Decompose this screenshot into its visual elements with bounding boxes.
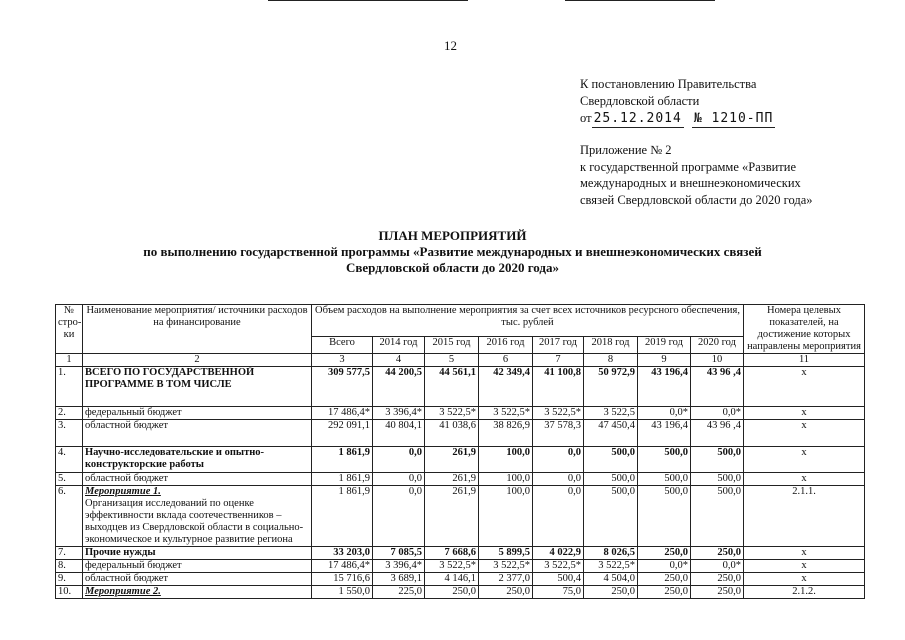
column-index: 5 bbox=[425, 354, 479, 367]
cell-2014: 0,0 bbox=[373, 473, 425, 486]
cell-target: 2.1.1. bbox=[744, 486, 865, 547]
row-name: областной бюджет bbox=[83, 573, 312, 586]
cell-2017: 75,0 bbox=[533, 586, 584, 599]
row-number: 10. bbox=[56, 586, 83, 599]
header-2019: 2019 год bbox=[638, 337, 691, 354]
title-line-1: ПЛАН МЕРОПРИЯТИЙ bbox=[378, 228, 527, 243]
cell-target: х bbox=[744, 473, 865, 486]
column-index: 1 bbox=[56, 354, 83, 367]
addressee-line-2: Свердловской области bbox=[580, 94, 700, 108]
row-number: 8. bbox=[56, 560, 83, 573]
top-border-right bbox=[565, 0, 715, 1]
cell-2020: 0,0* bbox=[691, 560, 744, 573]
header-targets: Номера целевых показателей, на достижение которых направлены мероприятия bbox=[744, 305, 865, 354]
cell-2019: 43 196,4 bbox=[638, 420, 691, 447]
cell-2020: 500,0 bbox=[691, 473, 744, 486]
cell-2018: 500,0 bbox=[584, 486, 638, 547]
cell-2016: 3 522,5* bbox=[479, 407, 533, 420]
cell-target: х bbox=[744, 573, 865, 586]
column-index: 3 bbox=[312, 354, 373, 367]
row-number: 6. bbox=[56, 486, 83, 547]
cell-total: 17 486,4* bbox=[312, 407, 373, 420]
column-index: 8 bbox=[584, 354, 638, 367]
cell-2019: 500,0 bbox=[638, 473, 691, 486]
title-line-3: Свердловской области до 2020 года» bbox=[345, 260, 559, 275]
row-number: 2. bbox=[56, 407, 83, 420]
page-number: 12 bbox=[444, 38, 457, 53]
table-row bbox=[56, 573, 865, 586]
row-name: областной бюджет bbox=[83, 473, 312, 486]
table-row bbox=[56, 586, 865, 599]
row-name: федеральный бюджет bbox=[83, 407, 312, 420]
cell-2017: 37 578,3 bbox=[533, 420, 584, 447]
cell-2018: 3 522,5 bbox=[584, 407, 638, 420]
column-index: 4 bbox=[373, 354, 425, 367]
cell-2017: 3 522,5* bbox=[533, 407, 584, 420]
appendix-line-2: к государственной программе «Развитие bbox=[580, 159, 796, 174]
cell-2017: 0,0 bbox=[533, 486, 584, 547]
cell-2020: 250,0 bbox=[691, 547, 744, 560]
appendix-line-1: Приложение № 2 bbox=[580, 143, 672, 157]
table-row bbox=[56, 447, 865, 473]
cell-total: 1 861,9 bbox=[312, 486, 373, 547]
column-index: 2 bbox=[83, 354, 312, 367]
cell-2019: 250,0 bbox=[638, 586, 691, 599]
cell-2014: 0,0 bbox=[373, 486, 425, 547]
cell-2020: 43 96 ,4 bbox=[691, 420, 744, 447]
row-number: 4. bbox=[56, 447, 83, 473]
cell-2020: 250,0 bbox=[691, 573, 744, 586]
row-name bbox=[83, 486, 312, 547]
header-2017: 2017 год bbox=[533, 337, 584, 354]
cell-2018: 3 522,5* bbox=[584, 560, 638, 573]
row-number: 5. bbox=[56, 473, 83, 486]
table-row bbox=[56, 486, 865, 547]
column-index: 11 bbox=[744, 354, 865, 367]
cell-2014: 225,0 bbox=[373, 586, 425, 599]
header-volume: Объем расходов на выполнение мероприятия за счет всех источников ресурсного обеспечения, тыс. рублей bbox=[312, 305, 744, 337]
cell-total: 15 716,6 bbox=[312, 573, 373, 586]
activity-description: Организация исследований по оценке эффективности вклада соотечественников – выходцев из Свердловской области в социально-экономическое и культурное развитие региона bbox=[85, 498, 304, 545]
cell-2020: 500,0 bbox=[691, 447, 744, 473]
header-2015: 2015 год bbox=[425, 337, 479, 354]
cell-2015: 250,0 bbox=[425, 586, 479, 599]
column-index: 10 bbox=[691, 354, 744, 367]
cell-total: 1 550,0 bbox=[312, 586, 373, 599]
cell-2019: 250,0 bbox=[638, 573, 691, 586]
cell-2019: 43 196,4 bbox=[638, 367, 691, 407]
cell-2016: 2 377,0 bbox=[479, 573, 533, 586]
table-row bbox=[56, 407, 865, 420]
decree-number: № 1210-ПП bbox=[693, 111, 774, 126]
row-name: Мероприятие 2. bbox=[83, 586, 312, 599]
cell-2016: 100,0 bbox=[479, 447, 533, 473]
row-name: ВСЕГО ПО ГОСУДАРСТВЕННОЙ ПРОГРАММЕ В ТОМ ЧИСЛЕ bbox=[83, 367, 312, 407]
cell-2018: 47 450,4 bbox=[584, 420, 638, 447]
row-name: федеральный бюджет bbox=[83, 560, 312, 573]
cell-total: 309 577,5 bbox=[312, 367, 373, 407]
row-number: 3. bbox=[56, 420, 83, 447]
cell-2015: 261,9 bbox=[425, 486, 479, 547]
row-name: Прочие нужды bbox=[83, 547, 312, 560]
row-number: 1. bbox=[56, 367, 83, 407]
header-total: Всего bbox=[312, 337, 373, 354]
cell-2019: 500,0 bbox=[638, 486, 691, 547]
cell-2014: 3 396,4* bbox=[373, 407, 425, 420]
column-index: 6 bbox=[479, 354, 533, 367]
cell-2017: 500,4 bbox=[533, 573, 584, 586]
cell-2019: 500,0 bbox=[638, 447, 691, 473]
column-index-row bbox=[56, 354, 865, 367]
table-row bbox=[56, 547, 865, 560]
header-row-number: № стро- ки bbox=[56, 305, 83, 354]
header-2018: 2018 год bbox=[584, 337, 638, 354]
cell-2014: 44 200,5 bbox=[373, 367, 425, 407]
cell-2014: 3 396,4* bbox=[373, 560, 425, 573]
cell-2014: 3 689,1 bbox=[373, 573, 425, 586]
activity-plan-table bbox=[55, 304, 865, 599]
cell-total: 33 203,0 bbox=[312, 547, 373, 560]
cell-2016: 5 899,5 bbox=[479, 547, 533, 560]
cell-2015: 7 668,6 bbox=[425, 547, 479, 560]
header-name: Наименование мероприятия/ источники расходов на финансирование bbox=[83, 305, 312, 354]
cell-2015: 44 561,1 bbox=[425, 367, 479, 407]
cell-target: х bbox=[744, 420, 865, 447]
column-index: 7 bbox=[533, 354, 584, 367]
addressee-block bbox=[580, 76, 775, 128]
header-row-1 bbox=[56, 305, 865, 337]
table-row bbox=[56, 367, 865, 407]
cell-2015: 4 146,1 bbox=[425, 573, 479, 586]
cell-2020: 250,0 bbox=[691, 586, 744, 599]
cell-2016: 250,0 bbox=[479, 586, 533, 599]
column-index: 9 bbox=[638, 354, 691, 367]
decree-date-line bbox=[580, 110, 775, 128]
cell-2017: 0,0 bbox=[533, 473, 584, 486]
row-number: 7. bbox=[56, 547, 83, 560]
cell-2017: 41 100,8 bbox=[533, 367, 584, 407]
cell-total: 1 861,9 bbox=[312, 447, 373, 473]
cell-target: х bbox=[744, 367, 865, 407]
cell-2018: 4 504,0 bbox=[584, 573, 638, 586]
table-row bbox=[56, 420, 865, 447]
cell-total: 292 091,1 bbox=[312, 420, 373, 447]
cell-2016: 3 522,5* bbox=[479, 560, 533, 573]
cell-2014: 40 804,1 bbox=[373, 420, 425, 447]
cell-2014: 7 085,5 bbox=[373, 547, 425, 560]
cell-2018: 50 972,9 bbox=[584, 367, 638, 407]
cell-2017: 0,0 bbox=[533, 447, 584, 473]
cell-2018: 500,0 bbox=[584, 447, 638, 473]
table-row bbox=[56, 560, 865, 573]
cell-2014: 0,0 bbox=[373, 447, 425, 473]
cell-2018: 500,0 bbox=[584, 473, 638, 486]
table-row bbox=[56, 473, 865, 486]
title-line-2: по выполнению государственной программы «Развитие международных и внешнеэкономических связей bbox=[143, 244, 762, 259]
cell-target: х bbox=[744, 547, 865, 560]
addressee-line-1: К постановлению Правительства bbox=[580, 77, 757, 91]
cell-2015: 41 038,6 bbox=[425, 420, 479, 447]
cell-2018: 8 026,5 bbox=[584, 547, 638, 560]
cell-2017: 3 522,5* bbox=[533, 560, 584, 573]
cell-2018: 250,0 bbox=[584, 586, 638, 599]
cell-2016: 42 349,4 bbox=[479, 367, 533, 407]
cell-2020: 43 96 ,4 bbox=[691, 367, 744, 407]
header-2014: 2014 год bbox=[373, 337, 425, 354]
appendix-block bbox=[580, 142, 813, 208]
cell-2016: 100,0 bbox=[479, 486, 533, 547]
cell-target: х bbox=[744, 447, 865, 473]
header-2016: 2016 год bbox=[479, 337, 533, 354]
document-title bbox=[0, 228, 905, 276]
cell-2020: 500,0 bbox=[691, 486, 744, 547]
row-name: Научно-исследовательские и опытно-конструкторские работы bbox=[83, 447, 312, 473]
cell-2017: 4 022,9 bbox=[533, 547, 584, 560]
decree-date: 25.12.2014 bbox=[593, 111, 682, 126]
appendix-line-3: международных и внешнеэкономических bbox=[580, 176, 801, 190]
cell-total: 17 486,4* bbox=[312, 560, 373, 573]
cell-2019: 0,0* bbox=[638, 560, 691, 573]
activity-title: Мероприятие 1. bbox=[85, 486, 161, 497]
cell-target: 2.1.2. bbox=[744, 586, 865, 599]
row-number: 9. bbox=[56, 573, 83, 586]
cell-2016: 38 826,9 bbox=[479, 420, 533, 447]
cell-2020: 0,0* bbox=[691, 407, 744, 420]
top-border-left bbox=[268, 0, 468, 1]
cell-target: х bbox=[744, 560, 865, 573]
cell-2015: 3 522,5* bbox=[425, 407, 479, 420]
from-prefix: от bbox=[580, 111, 592, 125]
cell-target: х bbox=[744, 407, 865, 420]
cell-2015: 261,9 bbox=[425, 447, 479, 473]
cell-total: 1 861,9 bbox=[312, 473, 373, 486]
cell-2015: 3 522,5* bbox=[425, 560, 479, 573]
cell-2019: 0,0* bbox=[638, 407, 691, 420]
header-2020: 2020 год bbox=[691, 337, 744, 354]
cell-2015: 261,9 bbox=[425, 473, 479, 486]
appendix-line-4: связей Свердловской области до 2020 года» bbox=[580, 192, 813, 207]
cell-2016: 100,0 bbox=[479, 473, 533, 486]
cell-2019: 250,0 bbox=[638, 547, 691, 560]
row-name: областной бюджет bbox=[83, 420, 312, 447]
